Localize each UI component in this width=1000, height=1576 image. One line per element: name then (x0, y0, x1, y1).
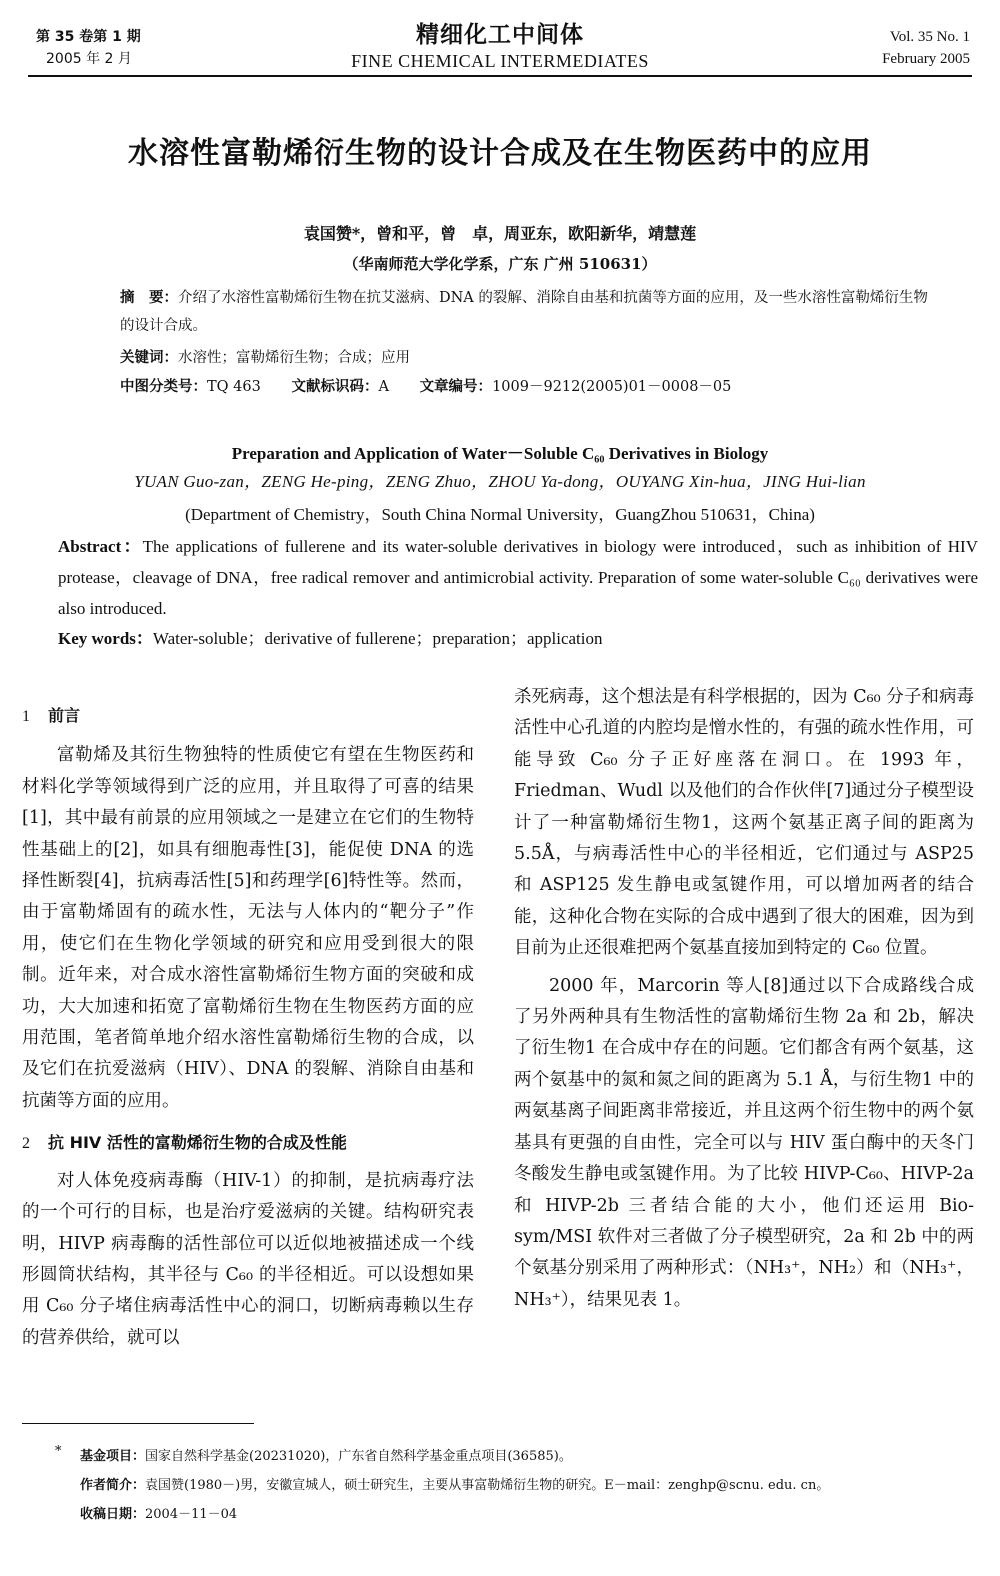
fund-note (80, 1442, 980, 1471)
article-number-value: 1009－9212(2005)01－0008－05 (492, 379, 732, 395)
author-bio-text: 袁国赞(1980－)男，安徽宣城人，硕士研究生，主要从事富勒烯衍生物的研究。E－mail：zenghp@scnu. edu. cn。 (145, 1478, 830, 1493)
section-2-paragraph: 对人体免疫病毒酶（HIV-1）的抑制，是抗病毒疗法的一个可行的目标，也是治疗爱滋病的关键。结构研究表明，HIVP 病毒酶的活性部位可以近似地被描述成一个线形圆筒状结构，其半径与 C₆₀ 的半径相近。可以设想如果用 C₆₀ 分子堵住病毒活性中心的洞口，切断病毒赖以生存的营养供给，就可以 (22, 1170, 474, 1348)
footnote-divider (22, 1423, 254, 1424)
keywords-en-text: Water-soluble；derivative of fullerene；preparation；application (152, 629, 603, 648)
journal-title-cn: 精细化工中间体 (416, 22, 584, 48)
keywords-cn-label: 关键词： (120, 350, 178, 366)
abstract-cn-text: 介绍了水溶性富勒烯衍生物在抗艾滋病、DNA 的裂解、消除自由基和抗菌等方面的应用，及一些水溶性富勒烯衍生物的设计合成。 (120, 290, 928, 334)
header-divider (28, 75, 972, 77)
keywords-en (58, 624, 602, 649)
abstract-en-label: Abstract： (58, 537, 143, 556)
section-1-title: 前言 (48, 706, 81, 725)
received-date-text: 2004－11－04 (145, 1507, 238, 1522)
journal-title-en: FINE CHEMICAL INTERMEDIATES (351, 51, 649, 71)
footnotes (80, 1442, 980, 1529)
authors-cn: 袁国赞*，曾和平，曾 卓，周亚东，欧阳新华，靖慧莲 (303, 224, 697, 243)
article-number-label: 文章编号： (419, 379, 493, 395)
article-title-en: Preparation and Application of Water－Soluble C₆₀ Derivatives in Biology (231, 444, 769, 463)
journal-issue-cn (36, 26, 141, 70)
footnote-star: * (55, 1444, 62, 1459)
affiliation-en: (Department of Chemistry，South China Normal University，GuangZhou 510631，China) (185, 505, 815, 524)
volume-en: Vol. 35 No. 1 (889, 29, 970, 45)
journal-title (300, 16, 700, 72)
section-2-heading (22, 1127, 474, 1159)
section-2-number: 2 (22, 1135, 30, 1153)
abstract-cn-label: 摘 要： (120, 290, 178, 306)
received-date-note (80, 1500, 980, 1529)
keywords-cn (120, 344, 980, 372)
volume-cn: 第 35 卷第 1 期 (36, 29, 141, 45)
author-bio-label: 作者简介： (80, 1478, 146, 1493)
fund-label: 基金项目： (80, 1449, 146, 1464)
keywords-cn-text: 水溶性；富勒烯衍生物；合成；应用 (178, 350, 410, 366)
fund-text: 国家自然科学基金(20231020)，广东省自然科学基金重点项目(36585)。 (145, 1449, 572, 1464)
doc-code-label: 文献标识码： (291, 379, 379, 395)
section-1-heading (22, 700, 474, 732)
received-date-label: 收稿日期： (80, 1507, 146, 1522)
article-title-cn: 水溶性富勒烯衍生物的设计合成及在生物医药中的应用 (128, 136, 872, 171)
clc-label: 中图分类号： (120, 379, 207, 395)
affiliation-cn: （华南师范大学化学系，广东 广州 510631） (343, 255, 657, 273)
right-paragraph-2: 2000 年，Marcorin 等人[8]通过以下合成路线合成了另外两种具有生物活性的富勒烯衍生物 2a 和 2b，解决了衍生物1 在合成中存在的问题。它们都含有两个氨基，这两个氨基中的氮和氮之间的距离为 5.1 Å，与衍生物1 中的两氨基离子间距离非常接近，并且这两个衍生物中的两个氨基具有更强的自由性，完全可以与 HIV 蛋白酶中的天冬门冬酸发生静电或氢键作用。为了比较 HIVP-C₆₀、HIVP-2a 和 HIVP-2b 三者结合能的大小，他们还运用 Bio-sym/MSI 软件对三者做了分子模型研究，2a 和 2b 中的两个氨基分别采用了两种形式：（NH₃⁺，NH₂）和（NH₃⁺，NH₃⁺），结果见表 1。 (514, 975, 974, 1310)
date-en: February 2005 (882, 51, 970, 67)
section-1-number: 1 (22, 708, 30, 725)
abstract-cn (80, 284, 940, 340)
classification-line (120, 375, 731, 396)
body-right-column (514, 682, 974, 1316)
abstract-en-text: The applications of fullerene and its water-soluble derivatives in biology were introduced，such as inhibition of HIV protease，cleavage of DNA，free radical remover and antimicrobial activity. Preparation of some water-soluble C₆₀ derivatives were also introduced. (58, 537, 978, 618)
section-1-paragraph: 富勒烯及其衍生物独特的性质使它有望在生物医药和材料化学等领域得到广泛的应用，并且取得了可喜的结果[1]，其中最有前景的应用领域之一是建立在它们的生物特性基础上的[2]，如具有细胞毒性[3]，能促使 DNA 的选择性断裂[4]，抗病毒活性[5]和药理学[6]特性等。然而，由于富勒烯固有的疏水性，无法与人体内的“靶分子”作用，使它们在生物化学领域的研究和应用受到很大的限制。近年来，对合成水溶性富勒烯衍生物方面的突破和成功，大大加速和拓宽了富勒烯衍生物在生物医药方面的应用范围，笔者简单地介绍水溶性富勒烯衍生物的合成，以及它们在抗爱滋病（HIV）、DNA 的裂解、消除自由基和抗菌等方面的应用。 (22, 745, 474, 1111)
journal-issue-en (882, 26, 970, 70)
author-note (80, 1471, 980, 1500)
right-paragraph-1: 杀死病毒，这个想法是有科学根据的，因为 C₆₀ 分子和病毒活性中心孔道的内腔均是憎水性的，有强的疏水性作用，可能导致 C₆₀ 分子正好座落在洞口。在 1993 年，Friedman、Wudl 以及他们的合作伙伴[7]通过分子模型设计了一种富勒烯衍生物1，这两个氨基正离子间的距离为 5.5Å，与病毒活性中心的半径相近，它们通过与 ASP25 和 ASP125 发生静电或氢键作用，可以增加两者的结合能，这种化合物在实际的合成中遇到了很大的困难，因为到目前为止还很难把两个氨基直接加到特定的 C₆₀ 位置。 (514, 687, 974, 959)
body-left-column (22, 700, 474, 1354)
keywords-en-label: Key words： (58, 629, 153, 648)
doc-code-value: A (378, 379, 389, 395)
authors-en: YUAN Guo-zan，ZENG He-ping，ZENG Zhuo，ZHOU Ya-dong，OUYANG Xin-hua，JING Hui-lian (134, 472, 866, 491)
date-cn: 2005 年 2 月 (46, 51, 132, 67)
clc-value: TQ 463 (207, 379, 261, 395)
abstract-en (18, 531, 978, 624)
section-2-title: 抗 HIV 活性的富勒烯衍生物的合成及性能 (48, 1133, 347, 1153)
